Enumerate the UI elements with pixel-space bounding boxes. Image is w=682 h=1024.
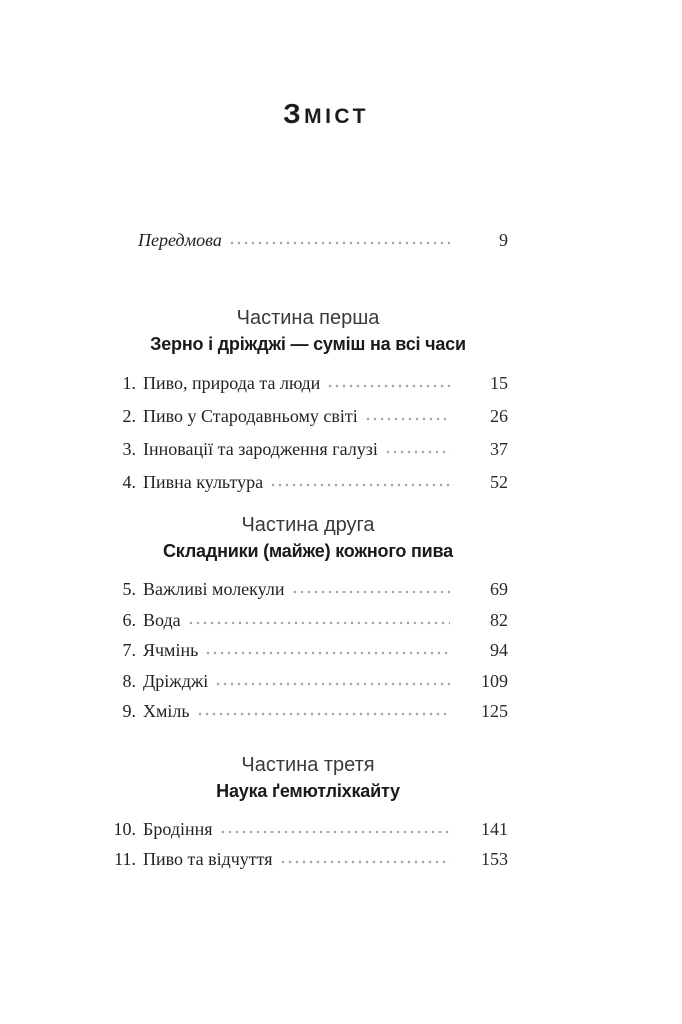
part-entries	[108, 814, 508, 874]
chapter-number: 11.	[114, 849, 136, 869]
part-entries	[108, 367, 508, 499]
chapter-number: 3.	[122, 439, 136, 459]
toc-row	[108, 605, 508, 636]
chapter-title: Вода	[143, 609, 181, 630]
preface-block	[108, 224, 508, 256]
part-kicker: Частина перша	[236, 307, 380, 329]
page-number: 141	[481, 819, 508, 839]
part-title: Наука ґемютліхкайту	[216, 781, 400, 801]
toc-row	[108, 844, 508, 874]
dot-leader	[271, 483, 450, 487]
preface-label: Передмова	[138, 230, 222, 250]
dot-leader	[386, 450, 450, 454]
chapter-title: Бродіння	[143, 819, 213, 839]
part-title: Зерно і дріжджі — суміш на всі часи	[150, 334, 466, 354]
page-number: 153	[481, 849, 508, 869]
toc-row	[108, 574, 508, 605]
toc-row	[108, 696, 508, 727]
toc-section-3	[108, 753, 508, 874]
chapter-title: Пиво, природа та люди	[143, 373, 321, 393]
chapter-number: 2.	[122, 406, 136, 426]
page-title: ЗМІСТ	[283, 98, 369, 129]
page-number: 82	[490, 609, 508, 630]
dot-leader	[366, 417, 450, 421]
toc-row	[108, 433, 508, 466]
page-number: 15	[490, 373, 508, 393]
chapter-title: Пиво та відчуття	[143, 849, 273, 869]
chapter-number: 6.	[122, 609, 136, 630]
page-number: 69	[490, 579, 508, 599]
dot-leader	[198, 712, 450, 716]
part-kicker: Частина третя	[241, 754, 375, 776]
page-number: 125	[481, 701, 508, 721]
chapter-number: 7.	[122, 640, 136, 660]
toc-row	[108, 400, 508, 433]
page-number: 26	[490, 406, 508, 426]
dot-leader	[206, 651, 450, 655]
dot-leader	[328, 384, 450, 388]
chapter-title: Важливі молекули	[143, 579, 285, 599]
chapter-title: Пиво у Стародавньому світі	[143, 406, 358, 426]
page-number: 94	[490, 640, 508, 660]
chapter-number: 1.	[122, 373, 136, 393]
toc-row	[108, 635, 508, 666]
dot-leader	[281, 860, 450, 864]
part-title: Складники (майже) кожного пива	[163, 541, 453, 561]
chapter-number: 5.	[122, 579, 136, 599]
dot-leader	[189, 621, 450, 625]
toc-row	[108, 367, 508, 400]
dot-leader	[216, 682, 450, 686]
chapter-number: 10.	[113, 819, 136, 839]
chapter-number: 8.	[122, 670, 136, 691]
chapter-title: Інновації та зародження галузі	[143, 439, 378, 459]
chapter-title: Ячмінь	[143, 640, 199, 660]
toc-row	[108, 466, 508, 499]
toc-section-2	[108, 513, 508, 727]
toc-row	[108, 814, 508, 844]
chapter-title: Пивна культура	[143, 472, 264, 492]
chapter-title: Дріжджі	[143, 670, 209, 691]
dot-leader	[230, 241, 450, 245]
dot-leader	[221, 830, 450, 834]
page-number: 109	[481, 670, 508, 691]
page-number: 37	[490, 439, 508, 459]
part-entries	[108, 574, 508, 727]
chapter-number: 4.	[122, 472, 136, 492]
page-number: 9	[499, 230, 508, 250]
part-kicker: Частина друга	[241, 514, 375, 536]
toc-row-preface	[108, 224, 508, 256]
chapter-title: Хміль	[143, 701, 190, 721]
page-number: 52	[490, 472, 508, 492]
dot-leader	[293, 590, 451, 594]
toc-section-1	[108, 306, 508, 499]
toc-row	[108, 666, 508, 697]
chapter-number: 9.	[122, 701, 136, 721]
